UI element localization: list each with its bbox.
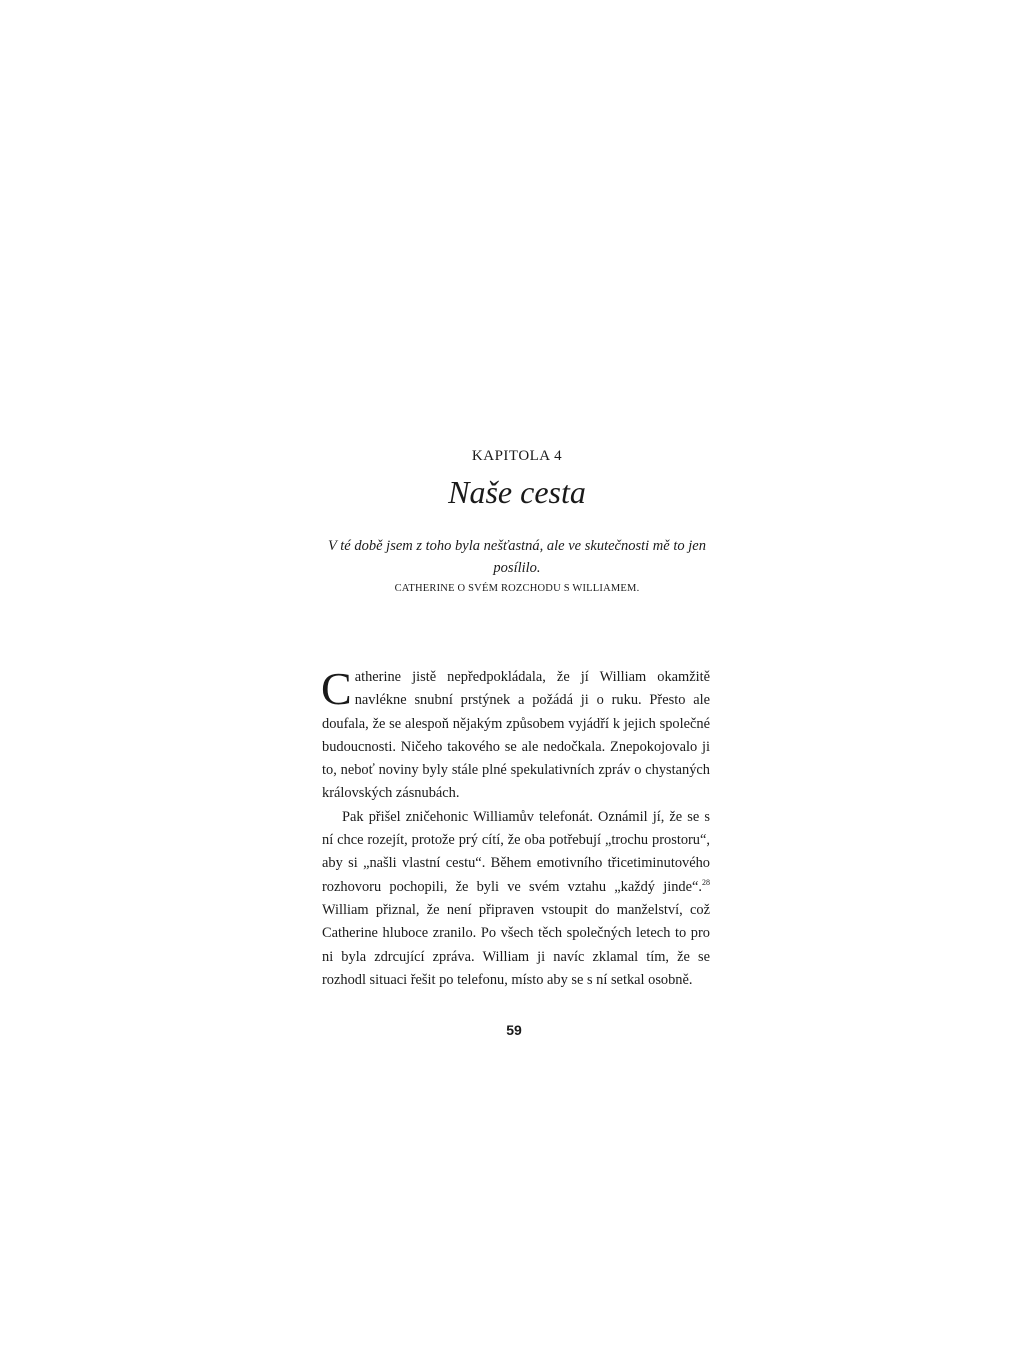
page-number: 59 (506, 1022, 522, 1038)
chapter-label: KAPITOLA 4 (471, 448, 563, 464)
footnote-marker: 28 (702, 877, 710, 887)
chapter-body (321, 663, 710, 992)
paragraph-2-text-b: William přiznal, že není připraven vstoupit do manželství, což Catherine hluboce zranilo. Po všech těch společných letech to pro ni byla zdrcující zpráva. William ji navíc zklamal tím, že se rozhodl situaci řešit po telefonu, místo aby se s ní setkal osobně. (322, 901, 710, 988)
epigraph-source: CATHERINE O SVÉM ROZCHODU S WILLIAMEM. (394, 583, 640, 594)
paragraph-1 (321, 663, 710, 806)
paragraph-2 (322, 806, 710, 992)
paragraph-2-text-a: Pak přišel zničehonic Williamův telefonát. Oznámil jí, že se s ní chce rozejít, protože prý cítí, že oba potřebují „trochu prostoru“, aby si „našli vlastní cestu“. Během emotivního třicetiminutového rozhovoru pochopili, že byli ve svém vztahu „každý jinde“. (322, 808, 710, 895)
epigraph-quote: V té době jsem z toho byla nešťastná, ale ve skutečnosti mě to jen posílilo. (328, 538, 706, 576)
drop-cap: C (321, 663, 352, 714)
chapter-title: Naše cesta (448, 474, 586, 510)
paragraph-1-text: atherine jistě nepředpokládala, že jí William okamžitě navlékne snubní prstýnek a požádá ji o ruku. Přesto ale doufala, že se alespoň nějakým způsobem vyjádří k jejich společné budoucnosti. Ničeho takového se ale nedočkala. Znepokojovalo ji to, neboť noviny byly stále plné spekulativních zpráv o chystaných královských zásnubách. (322, 669, 710, 802)
